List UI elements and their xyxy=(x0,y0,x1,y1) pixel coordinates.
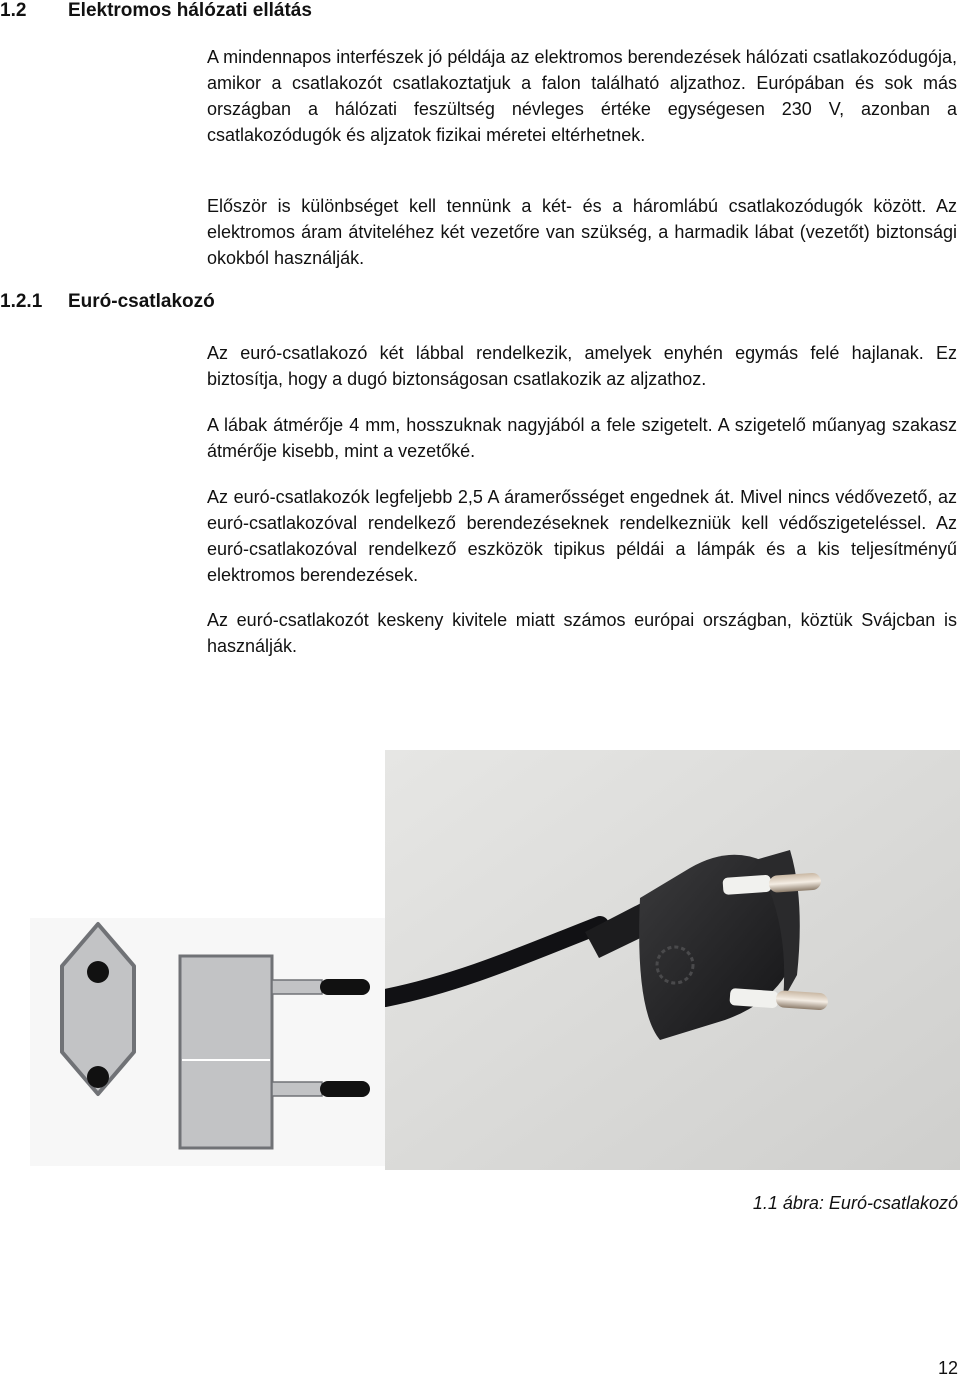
pin-hole-bottom xyxy=(87,1066,109,1088)
paragraph: A mindennapos interfészek jó példája az elektromos berendezések hálózati csatlakozódugója, amikor a csatlakozót csatlakoztatjuk a falon található aljzathoz. Európában és sok más országban a hálózati feszültség névleges értéke egységesen 230 V, azonban a csatlakozódugók és aljzatok fizikai méretei eltérhetnek. xyxy=(207,47,957,145)
section-title: Elektromos hálózati ellátás xyxy=(68,0,312,21)
pin-bottom-metal xyxy=(320,1081,370,1097)
subsection-title: Euró-csatlakozó xyxy=(68,291,215,312)
pin-bottom-insulation xyxy=(272,1082,322,1096)
subsection-number: 1.2.1 xyxy=(0,291,43,312)
plug-side-body xyxy=(180,956,272,1148)
paragraph: Az euró-csatlakozót keskeny kivitele miatt számos európai országban, köztük Svájcban is használják. xyxy=(207,610,957,656)
photo-pin-top-metal xyxy=(768,872,821,893)
pin-hole-top xyxy=(87,961,109,983)
paragraph: Először is különbséget kell tennünk a két- és a háromlábú csatlakozódugók között. Az elektromos áram átviteléhez két vezetőre van szükség, a harmadik lábat (vezetőt) biztonsági okokból használják. xyxy=(207,196,957,268)
page-number: 12 xyxy=(937,1358,958,1378)
section-heading xyxy=(0,0,312,22)
figure-caption: 1.1 ábra: Euró-csatlakozó xyxy=(752,1193,958,1213)
pin-top-insulation xyxy=(272,980,322,994)
euro-plug-diagram xyxy=(30,918,402,1166)
pin-top-metal xyxy=(320,979,370,995)
photo-pin-top-insulation xyxy=(722,875,771,895)
section-number: 1.2 xyxy=(0,0,27,21)
subsection-heading xyxy=(0,291,215,313)
photo-pin-bottom-insulation xyxy=(729,988,778,1008)
paragraph: Az euró-csatlakozó két lábbal rendelkezik, amelyek enyhén egymás felé hajlanak. Ez biztosítja, hogy a dugó biztonságosan csatlakozik az aljzathoz. xyxy=(207,343,957,389)
euro-plug-photo xyxy=(385,750,960,1170)
photo-pin-bottom-metal xyxy=(775,990,828,1011)
paragraph: Az euró-csatlakozók legfeljebb 2,5 A áramerősséget engednek át. Mivel nincs védővezető, az euró-csatlakozóval rendelkező berendezéseknek rendelkezniük kell védőszigeteléssel. Az euró-csatlakozóval rendelkező eszközök tipikus példái a lámpák és a kis teljesítményű elektromos berendezések. xyxy=(207,487,957,585)
paragraph: A lábak átmérője 4 mm, hosszuknak nagyjából a fele szigetelt. A szigetelő műanyag szakasz átmérője kisebb, mint a vezetőké. xyxy=(207,415,957,461)
